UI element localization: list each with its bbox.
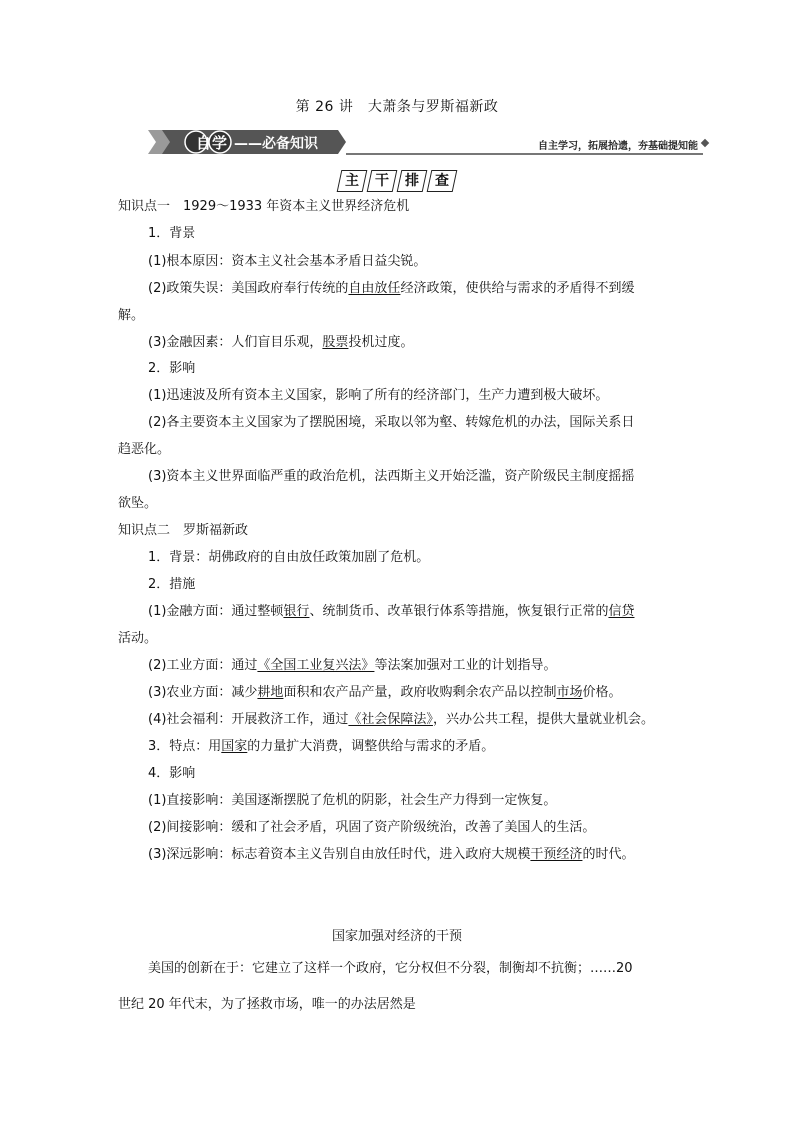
underlined-term: 信贷 — [608, 604, 635, 619]
kp1-effect-1: (1)迅速波及所有资本主义国家，影响了所有的经济部门，生产力遭到极大破坏。 — [148, 388, 609, 403]
section-banner — [148, 127, 708, 157]
kp1-background-1: (1)根本原因：资本主义社会基本矛盾日益尖锐。 — [148, 254, 427, 269]
kp1-background-title: 1．背景 — [148, 226, 196, 241]
kp1-effect-3-cont: 欲坠。 — [118, 496, 158, 511]
underlined-term: 市场 — [556, 685, 583, 700]
underlined-term: 耕地 — [257, 685, 284, 700]
section-tag-char: 排 — [397, 170, 428, 192]
kp2-impact-2: (2)间接影响：缓和了社会矛盾，巩固了资产阶级统治，改善了美国人的生活。 — [148, 820, 596, 835]
kp2-measure-2: (2)工业方面：通过《全国工业复兴法》等法案加强对工业的计划指导。 — [148, 658, 557, 673]
section-tag-char: 干 — [367, 170, 398, 192]
section-tag — [0, 170, 794, 192]
underlined-term: 股票 — [322, 335, 349, 350]
section-tag-char: 查 — [427, 170, 458, 192]
passage-title: 国家加强对经济的干预 — [331, 929, 462, 944]
underlined-term: 银行 — [283, 604, 310, 619]
kp2-feature: 3．特点：用国家的力量扩大消费，调整供给与需求的矛盾。 — [148, 739, 495, 754]
kp2-impact-1: (1)直接影响：美国逐渐摆脱了危机的阴影，社会生产力得到一定恢复。 — [148, 793, 557, 808]
kp2-measure-1-cont: 活动。 — [118, 631, 158, 646]
banner-caption: 自主学习，拓展拾遗，夯基础提知能 — [538, 141, 698, 152]
kp1-effect-3: (3)资本主义世界面临严重的政治危机，法西斯主义开始泛滥，资产阶级民主制度摇摇 — [148, 469, 635, 484]
underlined-term: 《社会保障法》 — [348, 712, 433, 727]
kp1-effect-title: 2．影响 — [148, 361, 196, 376]
kp1-effect-2-cont: 趋恶化。 — [118, 442, 171, 457]
underlined-term: 自由放任 — [348, 281, 401, 296]
passage-line-2: 世纪 20 年代末，为了拯救市场，唯一的办法居然是 — [118, 997, 416, 1012]
kp2-measure-1: (1)金融方面：通过整顿银行、统制货币、改革银行体系等措施，恢复银行正常的信贷 — [148, 604, 635, 619]
kp2-impact-title: 4．影响 — [148, 766, 196, 781]
lesson-title: 第 26 讲 大萧条与罗斯福新政 — [295, 99, 499, 115]
kp2-measure-4: (4)社会福利：开展救济工作，通过《社会保障法》，兴办公共工程，提供大量就业机会。 — [148, 712, 654, 727]
section-tag-char: 主 — [337, 170, 368, 192]
kp2-measure-3: (3)农业方面：减少耕地面积和农产品产量，政府收购剩余农产品以控制市场价格。 — [148, 685, 622, 700]
banner-title: 自学 — [196, 134, 229, 152]
kp1-effect-2: (2)各主要资本主义国家为了摆脱困境，采取以邻为壑、转嫁危机的办法，国际关系日 — [148, 415, 635, 430]
kp2-measures-title: 2．措施 — [148, 577, 196, 592]
banner-subtitle: ——必备知识 — [234, 136, 318, 152]
kp2-heading: 知识点二 罗斯福新政 — [118, 523, 249, 538]
passage-line-1: 美国的创新在于：它建立了这样一个政府，它分权但不分裂，制衡却不抗衡；……20 — [148, 961, 633, 976]
kp2-background: 1．背景：胡佛政府的自由放任政策加剧了危机。 — [148, 550, 430, 565]
underlined-term: 《全国工业复兴法》 — [257, 658, 375, 673]
underlined-term: 干预经济 — [530, 847, 583, 862]
kp1-background-3: (3)金融因素：人们盲目乐观，股票投机过度。 — [148, 335, 414, 350]
underlined-term: 国家 — [221, 739, 248, 754]
kp2-impact-3: (3)深远影响：标志着资本主义告别自由放任时代，进入政府大规模干预经济的时代。 — [148, 847, 635, 862]
kp1-heading: 知识点一 1929～1933 年资本主义世界经济危机 — [118, 199, 410, 214]
kp1-background-2: (2)政策失误：美国政府奉行传统的自由放任经济政策，使供给与需求的矛盾得不到缓 — [148, 281, 635, 296]
kp1-background-2-cont: 解。 — [118, 308, 145, 323]
